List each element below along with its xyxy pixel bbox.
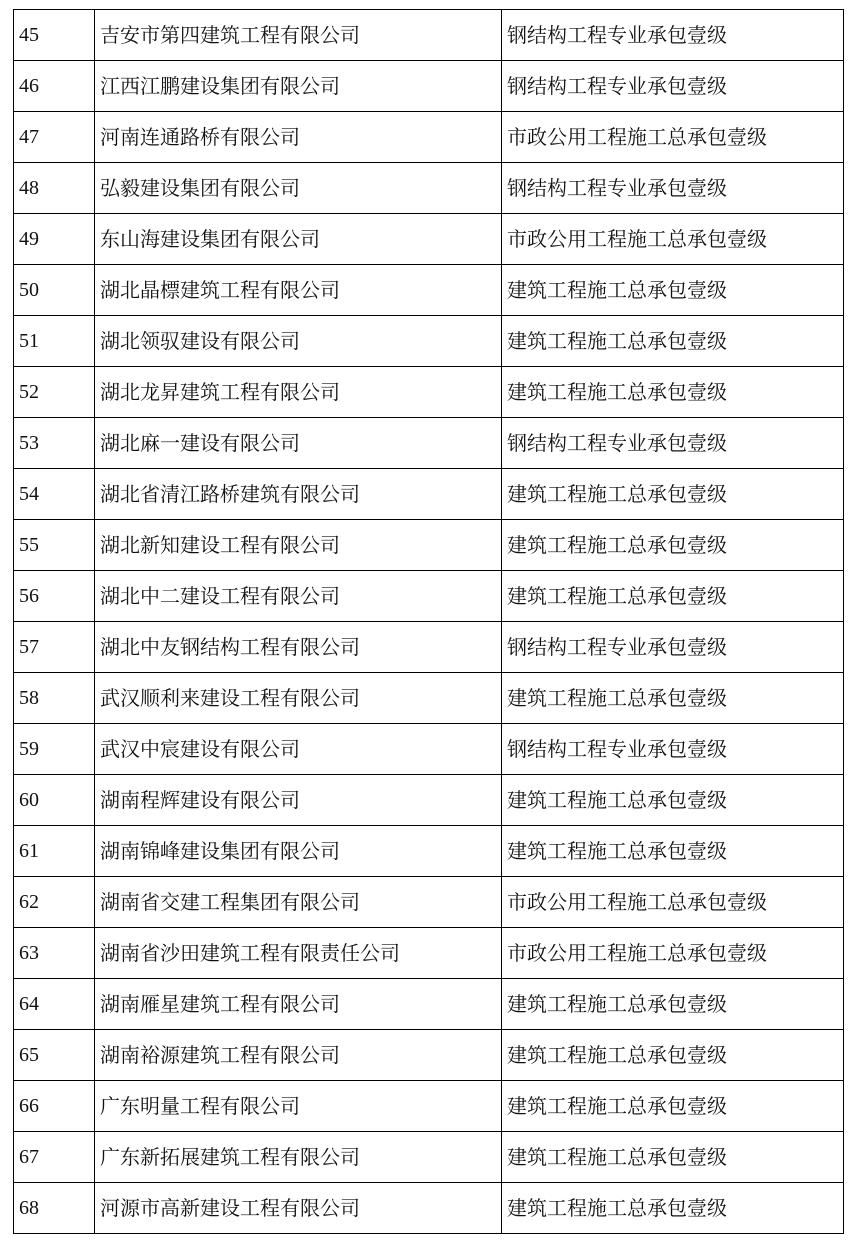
table-row [14,10,844,61]
row-number-cell: 46 [14,61,95,112]
table-row [14,418,844,469]
row-number-cell: 59 [14,724,95,775]
company-name-cell: 湖北晶標建筑工程有限公司 [95,265,502,316]
qualification-cell: 建筑工程施工总承包壹级 [502,367,844,418]
qualification-cell: 建筑工程施工总承包壹级 [502,826,844,877]
qualification-cell: 钢结构工程专业承包壹级 [502,622,844,673]
table-row [14,163,844,214]
table-row [14,928,844,979]
company-name-cell: 湖南锦峰建设集团有限公司 [95,826,502,877]
table-row [14,316,844,367]
qualification-cell: 市政公用工程施工总承包壹级 [502,928,844,979]
document-page [13,9,843,1234]
row-number-cell: 63 [14,928,95,979]
company-name-cell: 武汉顺利来建设工程有限公司 [95,673,502,724]
company-name-cell: 河源市高新建设工程有限公司 [95,1183,502,1234]
row-number-cell: 54 [14,469,95,520]
table-row [14,979,844,1030]
row-number-cell: 68 [14,1183,95,1234]
table-row [14,724,844,775]
company-name-cell: 湖南程辉建设有限公司 [95,775,502,826]
row-number-cell: 55 [14,520,95,571]
row-number-cell: 57 [14,622,95,673]
company-name-cell: 河南连通路桥有限公司 [95,112,502,163]
qualification-cell: 建筑工程施工总承包壹级 [502,1030,844,1081]
row-number-cell: 66 [14,1081,95,1132]
row-number-cell: 47 [14,112,95,163]
company-name-cell: 东山海建设集团有限公司 [95,214,502,265]
table-row [14,520,844,571]
row-number-cell: 64 [14,979,95,1030]
company-name-cell: 广东新拓展建筑工程有限公司 [95,1132,502,1183]
company-name-cell: 湖南裕源建筑工程有限公司 [95,1030,502,1081]
row-number-cell: 53 [14,418,95,469]
company-name-cell: 湖北龙昇建筑工程有限公司 [95,367,502,418]
table-body [14,10,844,1234]
qualification-cell: 建筑工程施工总承包壹级 [502,520,844,571]
table-row [14,1081,844,1132]
row-number-cell: 52 [14,367,95,418]
table-row [14,1132,844,1183]
qualification-cell: 市政公用工程施工总承包壹级 [502,112,844,163]
company-name-cell: 湖北新知建设工程有限公司 [95,520,502,571]
qualification-cell: 建筑工程施工总承包壹级 [502,265,844,316]
table-row [14,622,844,673]
row-number-cell: 62 [14,877,95,928]
company-qualification-table [13,9,844,1234]
table-row [14,265,844,316]
row-number-cell: 61 [14,826,95,877]
company-name-cell: 湖北麻一建设有限公司 [95,418,502,469]
table-row [14,775,844,826]
qualification-cell: 建筑工程施工总承包壹级 [502,1183,844,1234]
qualification-cell: 市政公用工程施工总承包壹级 [502,214,844,265]
row-number-cell: 48 [14,163,95,214]
qualification-cell: 钢结构工程专业承包壹级 [502,10,844,61]
table-row [14,112,844,163]
qualification-cell: 建筑工程施工总承包壹级 [502,775,844,826]
row-number-cell: 60 [14,775,95,826]
company-name-cell: 湖南雁星建筑工程有限公司 [95,979,502,1030]
company-name-cell: 湖北领驭建设有限公司 [95,316,502,367]
table-row [14,367,844,418]
company-name-cell: 湖南省交建工程集团有限公司 [95,877,502,928]
company-name-cell: 湖北中友钢结构工程有限公司 [95,622,502,673]
qualification-cell: 钢结构工程专业承包壹级 [502,418,844,469]
row-number-cell: 67 [14,1132,95,1183]
table-row [14,826,844,877]
table-row [14,673,844,724]
company-name-cell: 弘毅建设集团有限公司 [95,163,502,214]
company-name-cell: 吉安市第四建筑工程有限公司 [95,10,502,61]
company-name-cell: 湖北中二建设工程有限公司 [95,571,502,622]
company-name-cell: 江西江鹏建设集团有限公司 [95,61,502,112]
company-name-cell: 武汉中宸建设有限公司 [95,724,502,775]
row-number-cell: 49 [14,214,95,265]
row-number-cell: 56 [14,571,95,622]
table-row [14,1183,844,1234]
qualification-cell: 钢结构工程专业承包壹级 [502,163,844,214]
table-row [14,571,844,622]
qualification-cell: 市政公用工程施工总承包壹级 [502,877,844,928]
row-number-cell: 58 [14,673,95,724]
table-row [14,877,844,928]
table-row [14,469,844,520]
company-name-cell: 湖南省沙田建筑工程有限责任公司 [95,928,502,979]
row-number-cell: 65 [14,1030,95,1081]
table-row [14,214,844,265]
qualification-cell: 建筑工程施工总承包壹级 [502,469,844,520]
company-name-cell: 湖北省清江路桥建筑有限公司 [95,469,502,520]
row-number-cell: 50 [14,265,95,316]
qualification-cell: 建筑工程施工总承包壹级 [502,979,844,1030]
company-name-cell: 广东明量工程有限公司 [95,1081,502,1132]
table-row [14,61,844,112]
qualification-cell: 钢结构工程专业承包壹级 [502,61,844,112]
qualification-cell: 钢结构工程专业承包壹级 [502,724,844,775]
qualification-cell: 建筑工程施工总承包壹级 [502,1081,844,1132]
qualification-cell: 建筑工程施工总承包壹级 [502,316,844,367]
qualification-cell: 建筑工程施工总承包壹级 [502,673,844,724]
row-number-cell: 45 [14,10,95,61]
row-number-cell: 51 [14,316,95,367]
table-row [14,1030,844,1081]
qualification-cell: 建筑工程施工总承包壹级 [502,1132,844,1183]
qualification-cell: 建筑工程施工总承包壹级 [502,571,844,622]
